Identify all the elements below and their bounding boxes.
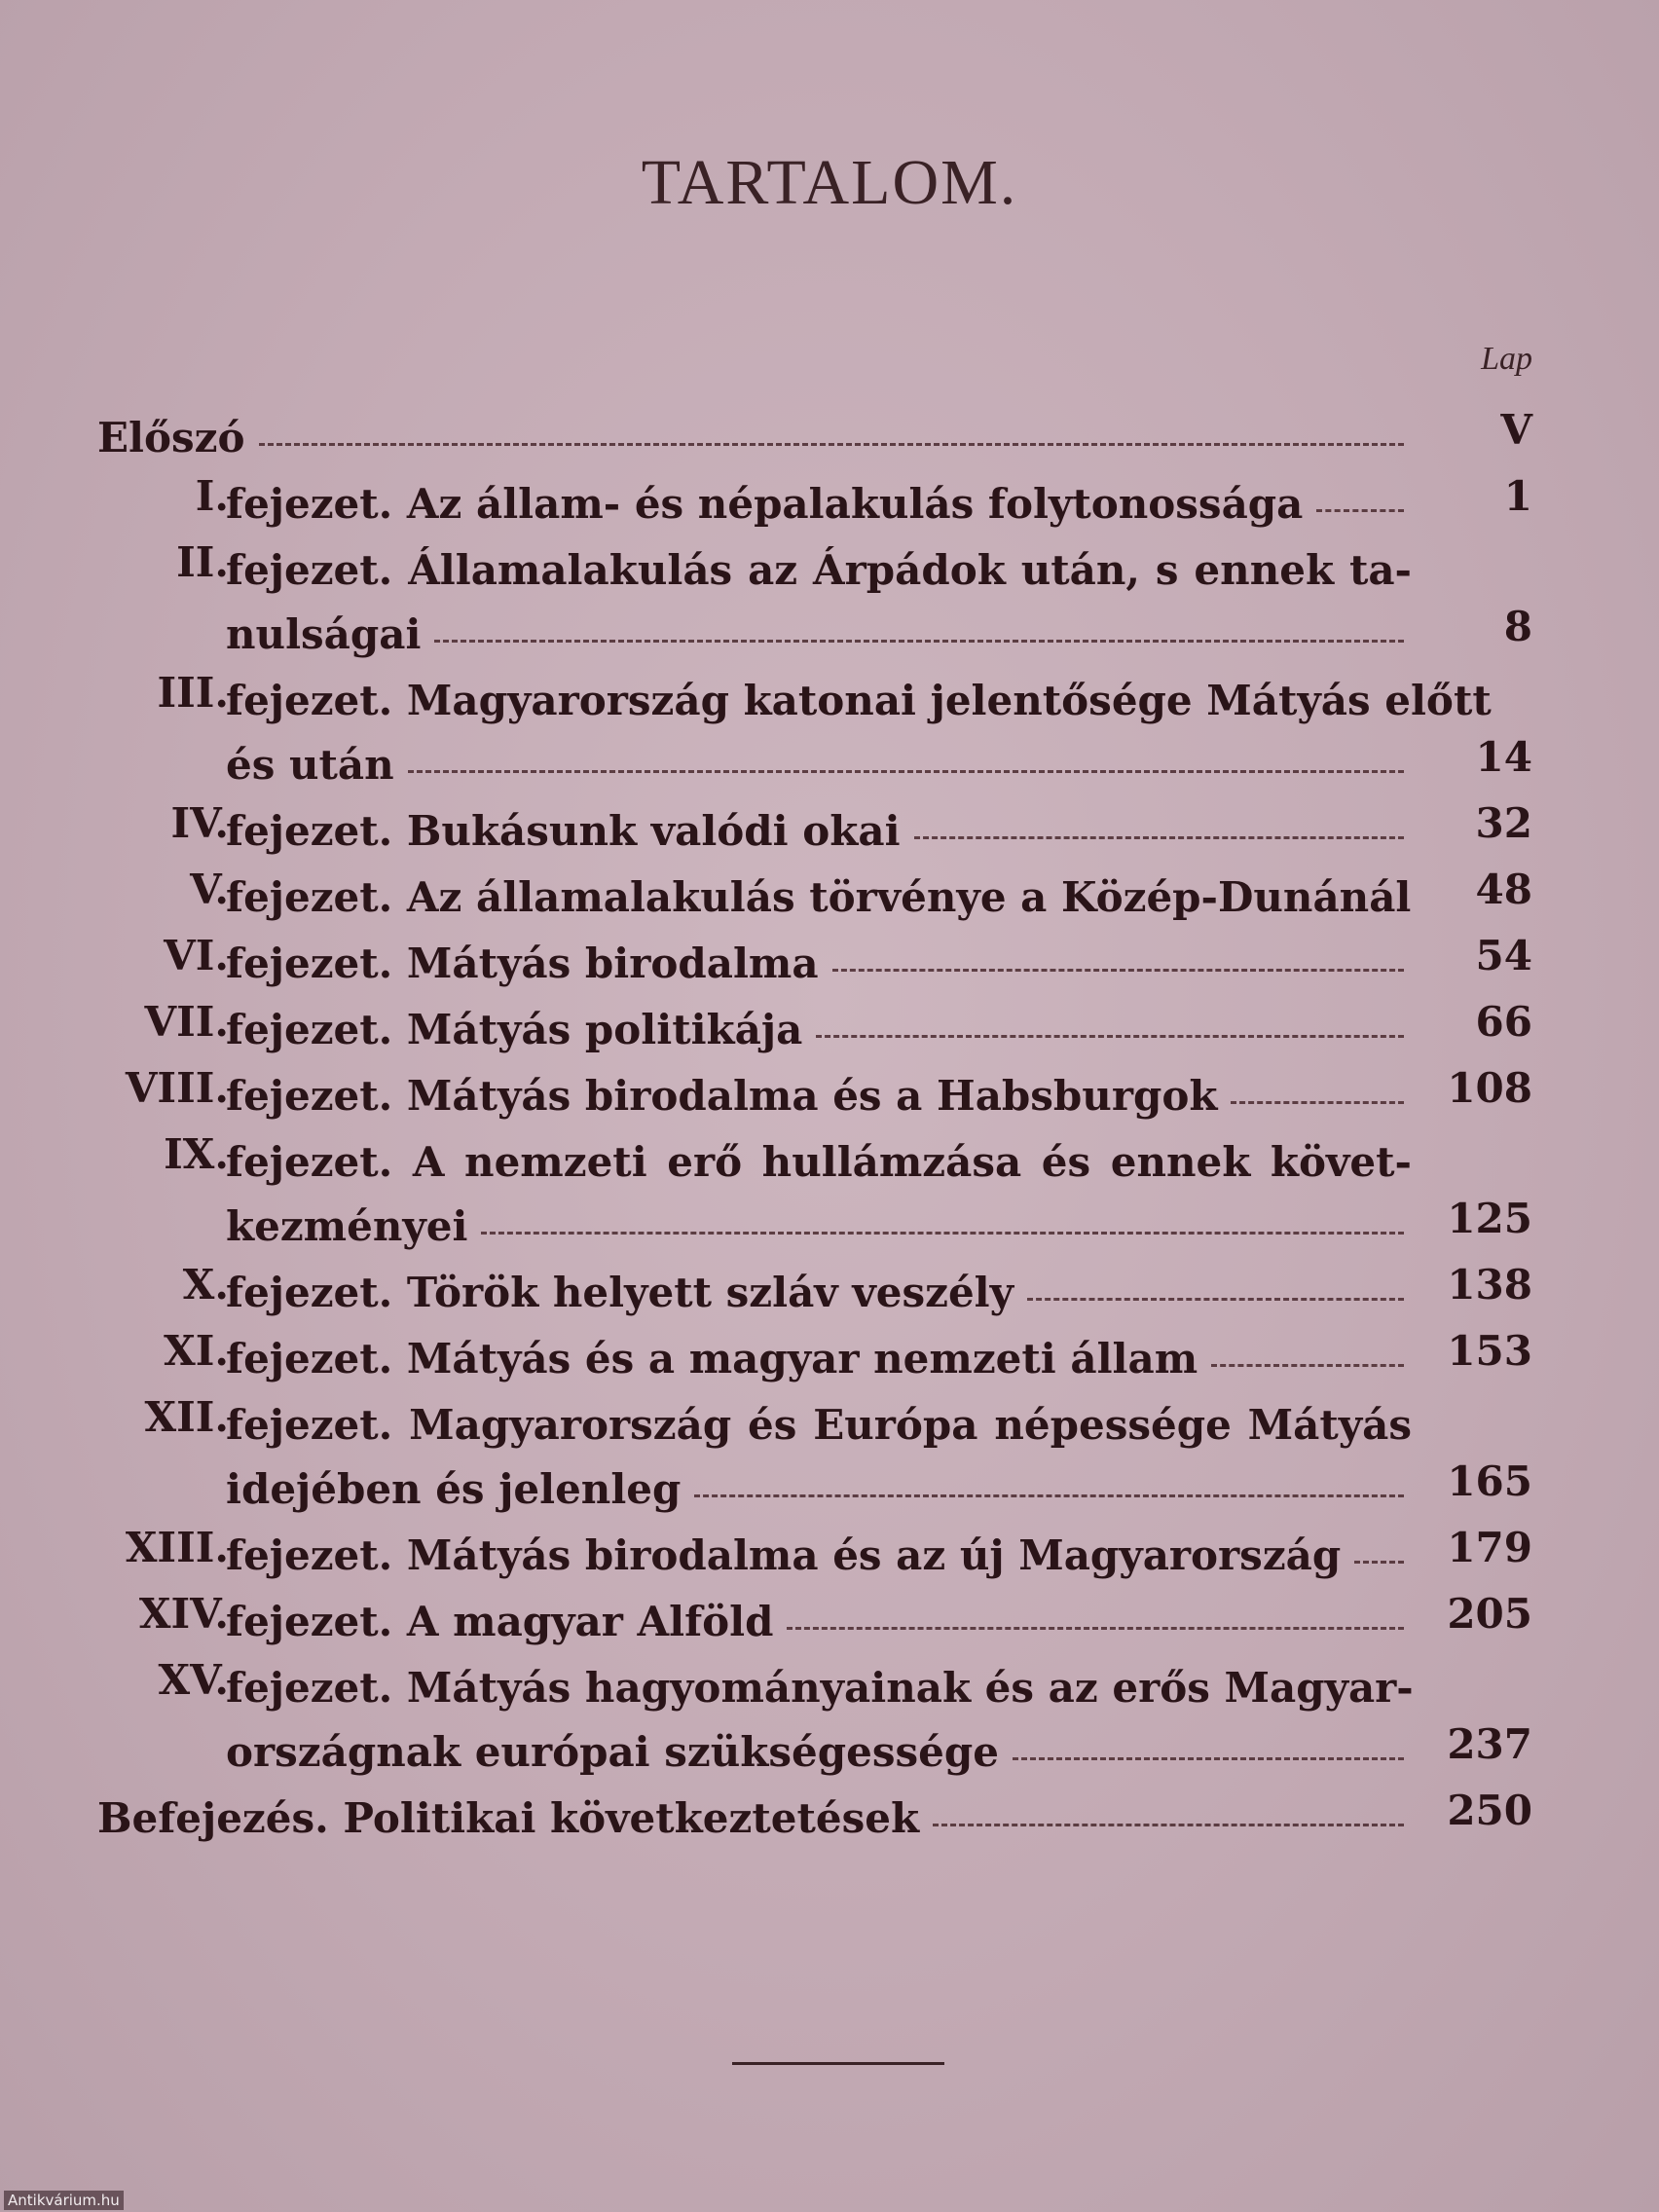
dot-leader <box>1211 1364 1404 1367</box>
page-number: 237 <box>1447 1720 1532 1768</box>
toc-entry <box>97 1578 1538 1644</box>
entry-title: fejezet. Mátyás birodalma <box>226 940 819 987</box>
page-number: 66 <box>1475 998 1532 1046</box>
toc-entry <box>97 461 1538 527</box>
entry-title-line2: és után <box>226 741 394 789</box>
entry-title-line2: kezményei <box>226 1202 468 1250</box>
chapter-number: IV. <box>170 799 229 847</box>
entry-title-line2: országnak európai szükségessége <box>226 1728 999 1776</box>
toc-entry <box>97 527 1538 657</box>
closing-rule <box>732 2062 944 2065</box>
entry-title: fejezet. Török helyett szláv veszély <box>226 1269 1014 1316</box>
toc-entry <box>97 1512 1538 1578</box>
page-number: 153 <box>1447 1327 1532 1375</box>
toc-entry <box>97 920 1538 986</box>
toc-entry <box>97 854 1538 920</box>
chapter-number: III. <box>157 669 229 717</box>
chapter-number: XIV. <box>138 1590 229 1638</box>
entry-title: fejezet. Mátyás birodalma és az új Magyarország <box>226 1531 1342 1579</box>
toc-entry <box>97 1644 1538 1775</box>
page-number: 1 <box>1503 472 1532 520</box>
chapter-number: XII. <box>144 1393 229 1441</box>
page-number: 8 <box>1503 603 1532 650</box>
chapter-number: XV. <box>158 1656 229 1704</box>
entry-title-line1: fejezet. Államalakulás az Árpádok után, s ennek ta- <box>226 546 1412 594</box>
table-of-contents <box>97 394 1538 1841</box>
page-number: 54 <box>1475 932 1532 979</box>
page-number: 32 <box>1475 799 1532 847</box>
chapter-number: X. <box>182 1261 229 1309</box>
dot-leader <box>1354 1561 1404 1564</box>
dot-leader <box>1013 1757 1404 1760</box>
toc-entry <box>97 1249 1538 1315</box>
page-column-header: Lap <box>1481 341 1532 377</box>
chapter-number: II. <box>176 538 229 586</box>
dot-leader <box>933 1824 1404 1826</box>
entry-title: fejezet. Mátyás és a magyar nemzeti állam <box>226 1335 1198 1382</box>
entry-title: Befejezés. Politikai következtetések <box>97 1794 920 1842</box>
entry-title-line2: idejében és jelenleg <box>226 1465 682 1513</box>
entry-title-line1: fejezet. Mátyás hagyományainak és az erős Magyar- <box>226 1664 1414 1712</box>
entry-title: Előszó <box>97 414 245 461</box>
dot-leader <box>694 1494 1404 1497</box>
dot-leader <box>832 969 1404 972</box>
entry-title: fejezet. Mátyás birodalma és a Habsburgok <box>226 1072 1218 1120</box>
toc-entry <box>97 1119 1538 1249</box>
entry-title: fejezet. A magyar Alföld <box>226 1598 774 1645</box>
chapter-number: V. <box>190 866 229 913</box>
entry-title-line1: fejezet. Magyarország és Európa népessége Mátyás <box>226 1401 1412 1449</box>
toc-entry <box>97 1382 1538 1512</box>
entry-title: fejezet. Az államalakulás törvénye a Közép-Dunánál <box>226 873 1412 921</box>
toc-entry <box>97 1052 1538 1119</box>
page-number: 14 <box>1475 733 1532 781</box>
page-number: 250 <box>1447 1787 1532 1834</box>
chapter-number: I. <box>195 472 229 520</box>
toc-entry <box>97 986 1538 1052</box>
page-number: 138 <box>1447 1261 1532 1309</box>
dot-leader <box>1231 1101 1404 1104</box>
watermark: Antikvárium.hu <box>4 2191 124 2210</box>
chapter-number: VIII. <box>125 1064 229 1112</box>
page-number: 165 <box>1447 1457 1532 1505</box>
chapter-number: XIII. <box>125 1524 229 1571</box>
page-number: 125 <box>1447 1195 1532 1242</box>
dot-leader <box>481 1232 1404 1235</box>
dot-leader <box>1316 509 1404 512</box>
dot-leader <box>259 443 1405 446</box>
page-number: 179 <box>1447 1524 1532 1571</box>
toc-entry <box>97 1315 1538 1382</box>
toc-entry <box>97 657 1538 788</box>
page-number: V <box>1500 406 1532 454</box>
dot-leader <box>787 1627 1404 1630</box>
dot-leader <box>1027 1298 1404 1301</box>
dot-leader <box>408 770 1404 773</box>
toc-entry <box>97 1775 1538 1841</box>
page-number: 48 <box>1475 866 1532 913</box>
chapter-number: VI. <box>164 932 229 979</box>
entry-title-line1: fejezet. A nemzeti erő hullámzása és ennek követ- <box>226 1138 1412 1186</box>
chapter-number: XI. <box>164 1327 229 1375</box>
dot-leader <box>914 836 1404 839</box>
dot-leader <box>816 1035 1404 1038</box>
entry-title: fejezet. Bukásunk valódi okai <box>226 807 901 855</box>
page-number: 205 <box>1447 1590 1532 1638</box>
chapter-number: VII. <box>144 998 229 1046</box>
entry-title-line2: nulságai <box>226 610 422 658</box>
toc-entry <box>97 394 1538 461</box>
dot-leader <box>434 640 1404 643</box>
page-title: TARTALOM. <box>641 147 1018 218</box>
page-number: 108 <box>1447 1064 1532 1112</box>
chapter-number: IX. <box>164 1130 229 1178</box>
toc-entry <box>97 788 1538 854</box>
entry-title: fejezet. Mátyás politikája <box>226 1006 803 1053</box>
entry-title-line1: fejezet. Magyarország katonai jelentősége Mátyás előtt <box>226 677 1492 724</box>
entry-title: fejezet. Az állam- és népalakulás folytonossága <box>226 480 1304 528</box>
